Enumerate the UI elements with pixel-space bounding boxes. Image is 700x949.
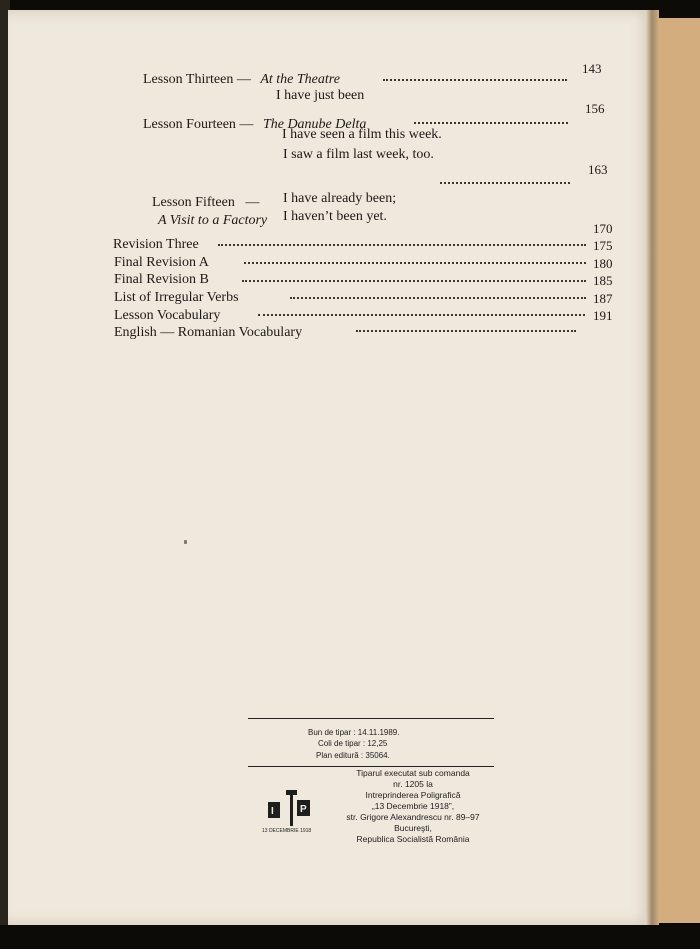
background-strip <box>0 925 700 949</box>
toc-lesson-14-note-2: I saw a film last week, too. <box>283 147 434 162</box>
toc-leader-15 <box>440 172 570 184</box>
svg-text:13 DECEMBRIE 1918: 13 DECEMBRIE 1918 <box>262 828 312 834</box>
toc-lesson-13-page: 143 <box>582 61 602 76</box>
imprint-printer-block <box>318 768 508 848</box>
imprint-print-sheets: Coli de tipar : 12,25 <box>318 739 388 748</box>
svg-text:I: I <box>271 806 274 817</box>
toc-revision-three: Revision Three <box>113 237 199 252</box>
toc-lesson-vocabulary: Lesson Vocabulary <box>114 308 221 323</box>
imprint-printer-line-1: Tiparul executat sub comanda <box>356 768 470 778</box>
toc-leader-14 <box>414 112 568 124</box>
imprint-top-rule <box>248 718 494 719</box>
toc-lesson-vocabulary-page: 191 <box>593 308 613 323</box>
toc-leader-revision-three <box>218 234 586 246</box>
next-page-edge <box>655 18 700 923</box>
toc-lesson-14-label: Lesson Fourteen — <box>143 117 254 132</box>
toc-lesson-15 <box>145 176 268 228</box>
toc-final-revision-b: Final Revision B <box>114 272 209 287</box>
toc-revision-three-page: 175 <box>593 238 613 253</box>
svg-text:P: P <box>300 804 307 815</box>
toc-lesson-15-page: 163 <box>588 162 608 177</box>
imprint-print-date: Bun de tipar : 14.11.1989. <box>308 728 400 737</box>
toc-leader-lesson-vocabulary <box>258 304 585 316</box>
imprint-printer-line-3: Intreprinderea Poligrafică <box>365 790 461 800</box>
toc-lesson-15-note-1: I have already been; <box>283 191 397 206</box>
toc-lesson-15-title: A Visit to a Factory <box>158 213 268 228</box>
toc-lesson-14-note-1: I have seen a film this week. <box>282 127 442 142</box>
toc-final-revision-a: Final Revision A <box>114 255 209 270</box>
toc-final-revision-b-page: 185 <box>593 273 613 288</box>
toc-leader-final-revision-a <box>244 252 586 264</box>
imprint-printer-line-6: Bucureşti, <box>394 823 432 833</box>
toc-lesson-15-label: Lesson Fifteen — <box>152 195 260 210</box>
toc-irregular-verbs: List of Irregular Verbs <box>114 290 239 305</box>
toc-leader-13 <box>383 69 567 81</box>
imprint-printer-line-2: nr. 1205 la <box>393 779 433 789</box>
toc-lesson-14-title: The Danube Delta <box>262 117 367 132</box>
toc-leader-irregular-verbs <box>290 287 586 299</box>
toc-final-revision-a-page: 180 <box>593 256 613 271</box>
toc-lesson-13-label: Lesson Thirteen — <box>143 72 251 87</box>
toc-lesson-13-note-1: I have just been <box>276 88 365 103</box>
ink-speck <box>184 540 187 544</box>
imprint-printer-line-4: „13 Decembrie 1918”, <box>371 801 455 811</box>
imprint-printer-line-5: str. Grigore Alexandrescu nr. 89–97 <box>346 812 480 822</box>
toc-extra-page: 170 <box>593 221 613 236</box>
toc-lesson-15-note-2: I haven’t been yet. <box>283 209 387 224</box>
toc-leader-english-romanian-vocabulary <box>356 320 576 332</box>
imprint-printer-line-7: Republica Socialistă România <box>356 834 470 844</box>
printer-logo-icon <box>260 780 320 840</box>
toc-leader-final-revision-b <box>242 270 586 282</box>
toc-lesson-14-page: 156 <box>585 101 605 116</box>
toc-lesson-13-title: At the Theatre <box>260 72 340 87</box>
imprint-plan: Plan editură : 35064. <box>316 751 390 760</box>
book-spine <box>645 10 659 925</box>
imprint-bottom-rule <box>248 766 494 767</box>
toc-irregular-verbs-page: 187 <box>593 291 613 306</box>
toc-english-romanian-vocabulary: English — Romanian Vocabulary <box>114 325 303 340</box>
